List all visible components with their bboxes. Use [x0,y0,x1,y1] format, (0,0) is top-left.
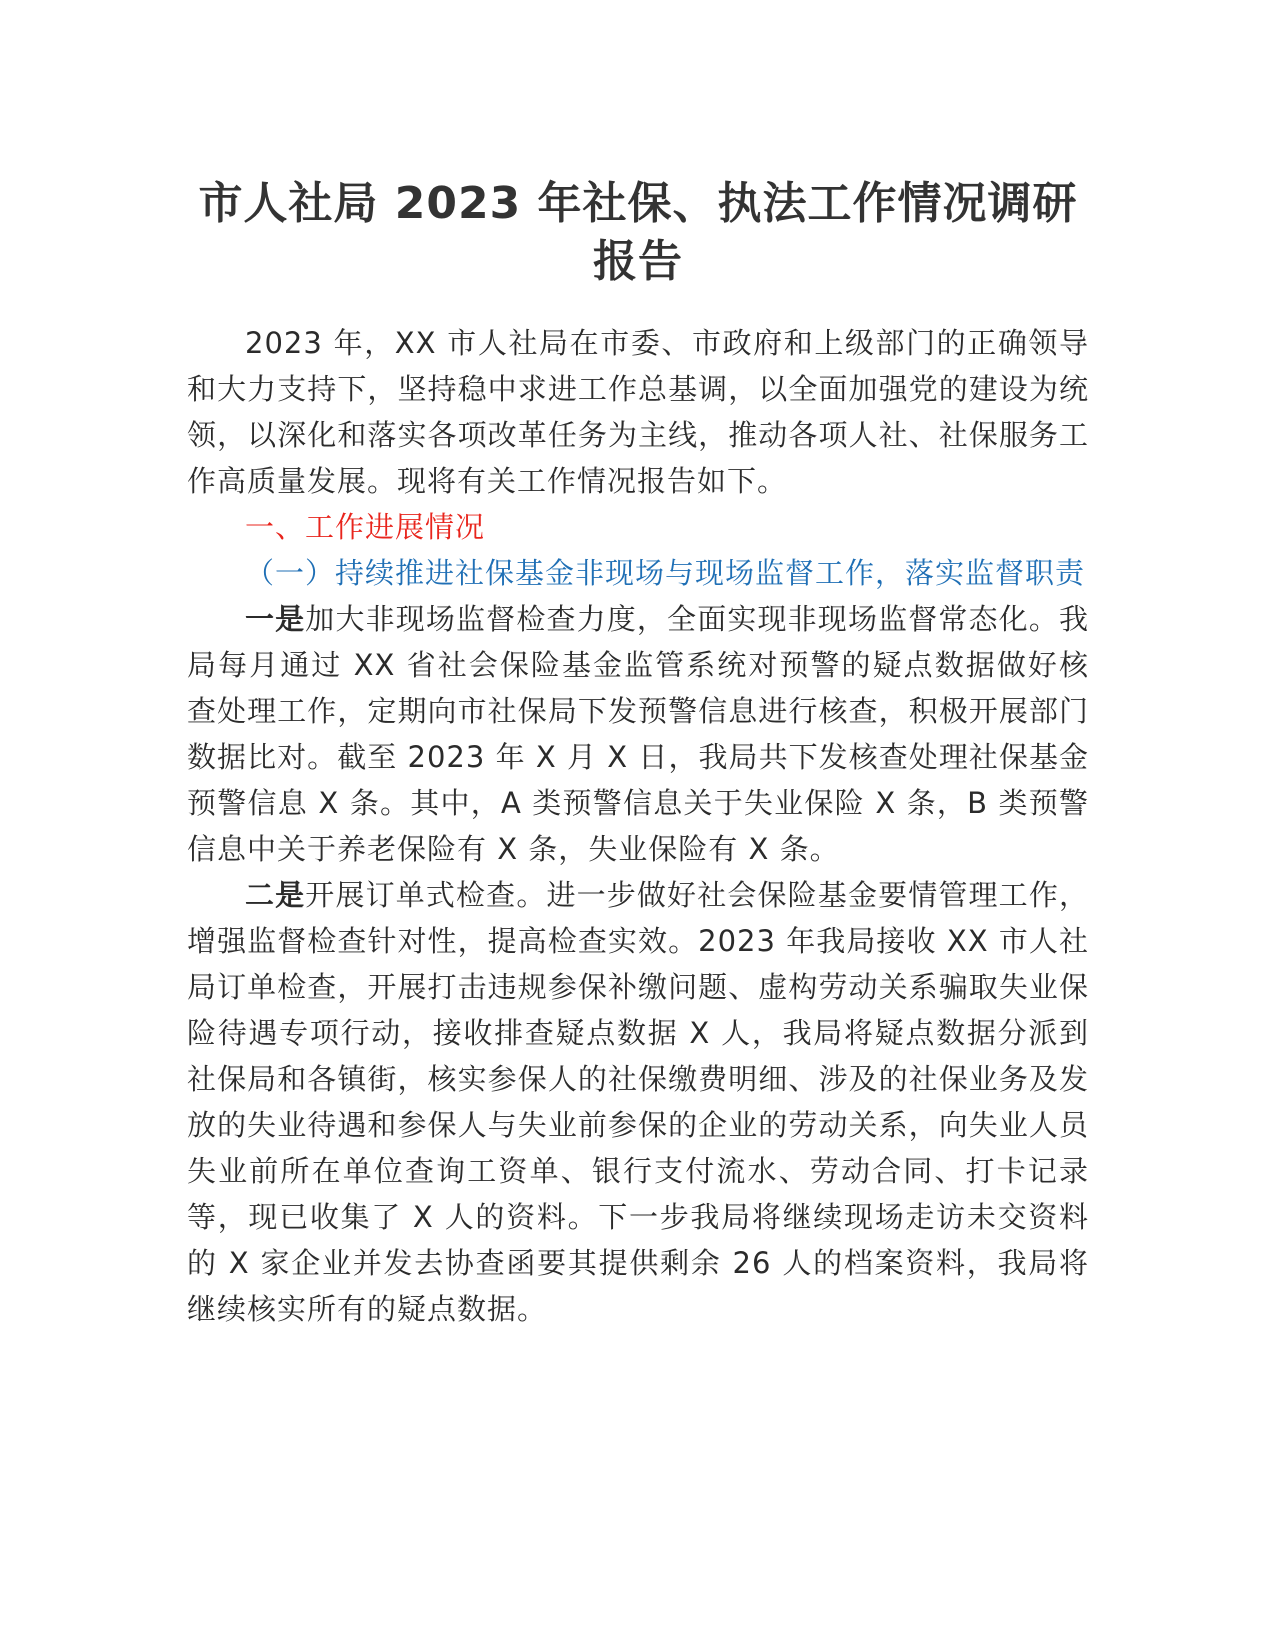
document-page [187,175,1089,1332]
item-text-2: 开展订单式检查。进一步做好社会保险基金要情管理工作，增强监督检查针对性，提高检查实效。2023 年我局接收 XX 市人社局订单检查，开展打击违规参保补缴问题、虚构劳动关系骗取失业保险待遇专项行动，接收排查疑点数据 X 人，我局将疑点数据分派到社保局和各镇街，核实参保人的社保缴费明细、涉及的社保业务及发放的失业待遇和参保人与失业前参保的企业的劳动关系，向失业人员失业前所在单位查询工资单、银行支付流水、劳动合同、打卡记录等，现已收集了 X 人的资料。下一步我局将继续现场走访未交资料的 X 家企业并发去协查函要其提供剩余 26 人的档案资料，我局将继续核实所有的疑点数据。 [187,878,1089,1326]
item-paragraph-2 [187,872,1089,1332]
item-text-1: 加大非现场监督检查力度，全面实现非现场监督常态化。我局每月通过 XX 省社会保险基金监管系统对预警的疑点数据做好核查处理工作，定期向市社保局下发预警信息进行核查，积极开展部门数据比对。截至 2023 年 X 月 X 日，我局共下发核查处理社保基金预警信息 X 条。其中，A 类预警信息关于失业保险 X 条，B 类预警信息中关于养老保险有 X 条，失业保险有 X 条。 [187,602,1089,866]
item-lead-1: 一是 [245,602,306,636]
item-lead-2: 二是 [245,878,306,912]
document-body [187,320,1089,1332]
item-paragraph-1 [187,596,1089,872]
subsection-heading: （一）持续推进社保基金非现场与现场监督工作，落实监督职责 [245,556,1086,590]
section-heading: 一、工作进展情况 [245,510,486,544]
document-title: 市人社局 2023 年社保、执法工作情况调研报告 [198,178,1078,287]
intro-paragraph: 2023 年，XX 市人社局在市委、市政府和上级部门的正确领导和大力支持下，坚持稳中求进工作总基调，以全面加强党的建设为统领，以深化和落实各项改革任务为主线，推动各项人社、社保服务工作高质量发展。现将有关工作情况报告如下。 [187,326,1089,498]
